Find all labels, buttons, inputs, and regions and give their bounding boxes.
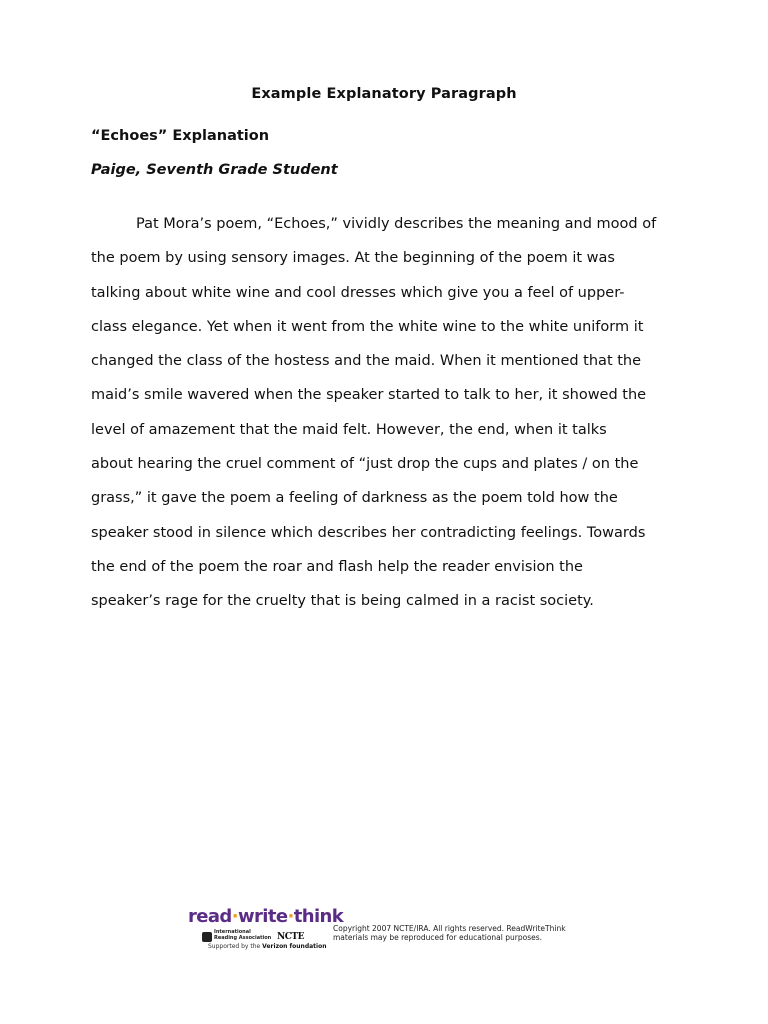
paragraph-line: maid’s smile wavered when the speaker started to talk to her, it showed the [91, 387, 647, 404]
document-title: Example Explanatory Paragraph [251, 86, 517, 102]
paragraph-line: about hearing the cruel comment of “just drop the cups and plates / on the [91, 456, 639, 473]
author-line: Paige, Seventh Grade Student [91, 162, 338, 178]
readwritethink-logo [188, 906, 344, 952]
ira-logo-text: International Reading Association [214, 929, 272, 941]
logo-wordmark: read·write·think [188, 906, 344, 927]
page-footer [188, 906, 588, 956]
copyright-notice: Copyright 2007 NCTE/IRA. All rights reserved. ReadWriteThink materials may be reproduced for educational purposes. [333, 924, 566, 942]
paragraph-line: Pat Mora’s poem, “Echoes,” vividly describes the meaning and mood of [136, 216, 657, 232]
paragraph-line: speaker stood in silence which describes her contradicting feelings. Towards [91, 524, 646, 541]
paragraph-line: speaker’s rage for the cruelty that is being calmed in a racist society. [91, 593, 594, 610]
paragraph-line: grass,” it gave the poem a feeling of darkness as the poem told how the [91, 490, 618, 507]
paragraph-line: class elegance. Yet when it went from the white wine to the white uniform it [91, 318, 644, 335]
ira-logo-icon [202, 932, 212, 942]
paragraph-line: changed the class of the hostess and the maid. When it mentioned that the [91, 353, 642, 370]
ncte-logo: NCTE [277, 932, 304, 942]
paragraph-line: the poem by using sensory images. At the beginning of the poem it was [91, 250, 615, 267]
paragraph-line: talking about white wine and cool dresses which give you a feel of upper- [91, 284, 625, 301]
paragraph-line: level of amazement that the maid felt. However, the end, when it talks [91, 421, 607, 438]
explanatory-paragraph [91, 207, 681, 619]
section-heading: “Echoes” Explanation [91, 128, 270, 144]
paragraph-line: the end of the poem the roar and flash help the reader envision the [91, 558, 583, 575]
partner-logos [202, 930, 332, 944]
sponsor-line: Supported by the Verizon foundation [208, 943, 327, 950]
